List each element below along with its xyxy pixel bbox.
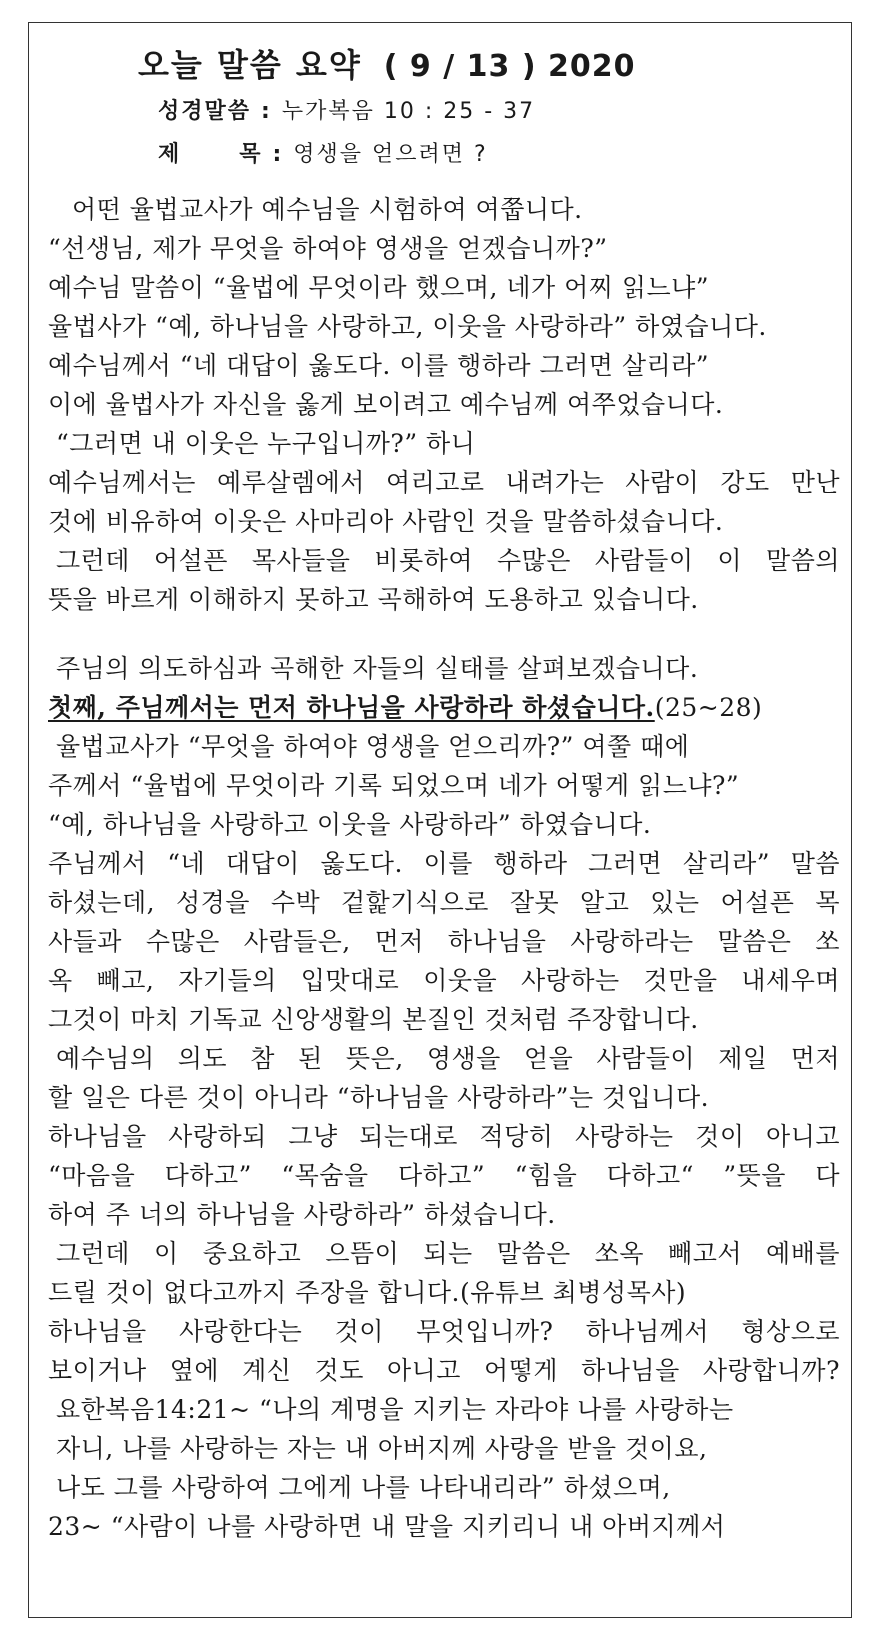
text-line: 예수님께서 “네 대답이 옳도다. 이를 행하라 그러면 살리라” bbox=[48, 351, 710, 380]
text-line: 하나님을 사랑하되 그냥 되는대로 적당히 사랑하는 것이 아니고 bbox=[48, 1122, 840, 1151]
text-line: “예, 하나님을 사랑하고 이웃을 사랑하라” 하였습니다. bbox=[48, 810, 652, 839]
text-line: “선생님, 제가 무엇을 하여야 영생을 얻겠습니까?” bbox=[48, 234, 608, 263]
text-line: 나도 그를 사랑하여 그에게 나를 나타내리라” 하셨으며, bbox=[56, 1473, 671, 1502]
text-line: 예수님 말씀이 “율법에 무엇이라 했으며, 네가 어찌 읽느냐” bbox=[48, 273, 710, 302]
text-line: 어떤 율법교사가 예수님을 시험하여 여쭙니다. bbox=[72, 195, 583, 224]
text-line: “마음을 다하고” “목숨을 다하고” “힘을 다하고“ ”뜻을 다 bbox=[48, 1161, 840, 1190]
subject-value: 영생을 얻으려면 ? bbox=[293, 142, 488, 167]
sermon-body bbox=[48, 190, 840, 1546]
scripture-separator: : bbox=[261, 99, 272, 124]
text-line: 23~ “사람이 나를 사랑하면 내 말을 지키리니 내 아버지께서 bbox=[48, 1512, 726, 1541]
text-line: 하나님을 사랑한다는 것이 무엇입니까? 하나님께서 형상으로 bbox=[48, 1317, 840, 1346]
subject-row bbox=[158, 137, 488, 168]
text-line: 옥 빼고, 자기들의 입맛대로 이웃을 사랑하는 것만을 내세우며 bbox=[48, 966, 840, 995]
subject-separator: : bbox=[272, 142, 284, 167]
text-line: 이에 율법사가 자신을 옳게 보이려고 예수님께 여쭈었습니다. bbox=[48, 390, 724, 419]
text-line: 율법교사가 “무엇을 하여야 영생을 얻으리까?” 여쭐 때에 bbox=[56, 732, 690, 761]
text-line: 뜻을 바르게 이해하지 못하고 곡해하여 도용하고 있습니다. bbox=[48, 585, 699, 614]
text-line: 요한복음14:21~ “나의 계명을 지키는 자라야 나를 사랑하는 bbox=[56, 1395, 734, 1424]
text-line: 예수님의 의도 참 된 뜻은, 영생을 얻을 사람들이 제일 먼저 bbox=[56, 1044, 840, 1073]
text-line: 자니, 나를 사랑하는 자는 내 아버지께 사랑을 받을 것이요, bbox=[56, 1434, 708, 1463]
paragraph-gap bbox=[48, 619, 840, 649]
scripture-label: 성경말씀 bbox=[158, 99, 252, 124]
subject-label: 제 목 bbox=[158, 142, 263, 167]
point-one-line bbox=[48, 688, 840, 727]
text-line: 것에 비유하여 이웃은 사마리아 사람인 것을 말씀하셨습니다. bbox=[48, 507, 724, 536]
text-line: 그런데 이 중요하고 으뜸이 되는 말씀은 쏘옥 빼고서 예배를 bbox=[56, 1239, 840, 1268]
text-line: 율법사가 “예, 하나님을 사랑하고, 이웃을 사랑하라” 하였습니다. bbox=[48, 312, 767, 341]
text-line: 드릴 것이 없다고까지 주장을 합니다.(유튜브 최병성목사) bbox=[48, 1278, 687, 1307]
text-line: 그것이 마치 기독교 신앙생활의 본질인 것처럼 주장합니다. bbox=[48, 1005, 699, 1034]
text-line: 그런데 어설픈 목사들을 비롯하여 수많은 사람들이 이 말씀의 bbox=[56, 546, 840, 575]
text-line: 보이거나 옆에 계신 것도 아니고 어떻게 하나님을 사랑합니까? bbox=[48, 1356, 840, 1385]
text-line: 사들과 수많은 사람들은, 먼저 하나님을 사랑하라는 말씀은 쏘 bbox=[48, 927, 840, 956]
text-line: 할 일은 다른 것이 아니라 “하나님을 사랑하라”는 것입니다. bbox=[48, 1083, 710, 1112]
page-title: 오늘 말씀 요약 bbox=[138, 46, 362, 84]
text-line: 주님의 의도하심과 곡해한 자들의 실태를 살펴보겠습니다. bbox=[56, 654, 699, 683]
point-one-emphasis: 첫째, 주님께서는 먼저 하나님을 사랑하라 하셨습니다. bbox=[48, 693, 655, 722]
point-one-reference: (25~28) bbox=[654, 693, 763, 722]
text-line: 하여 주 너의 하나님을 사랑하라” 하셨습니다. bbox=[48, 1200, 556, 1229]
text-line: “그러면 내 이웃은 누구입니까?” 하니 bbox=[56, 429, 476, 458]
scripture-value: 누가복음 10 : 25 - 37 bbox=[281, 99, 536, 124]
text-line: 예수님께서는 예루살렘에서 여리고로 내려가는 사람이 강도 만난 bbox=[48, 468, 840, 497]
scripture-row bbox=[158, 94, 535, 125]
text-line: 하셨는데, 성경을 수박 겉핥기식으로 잘못 알고 있는 어설픈 목 bbox=[48, 888, 840, 917]
text-line: 주님께서 “네 대답이 옳도다. 이를 행하라 그러면 살리라” 말씀 bbox=[48, 849, 840, 878]
title-row bbox=[138, 40, 635, 86]
date: ( 9 / 13 ) 2020 bbox=[383, 49, 636, 84]
text-line: 주께서 “율법에 무엇이라 기록 되었으며 네가 어떻게 읽느냐?” bbox=[48, 771, 740, 800]
